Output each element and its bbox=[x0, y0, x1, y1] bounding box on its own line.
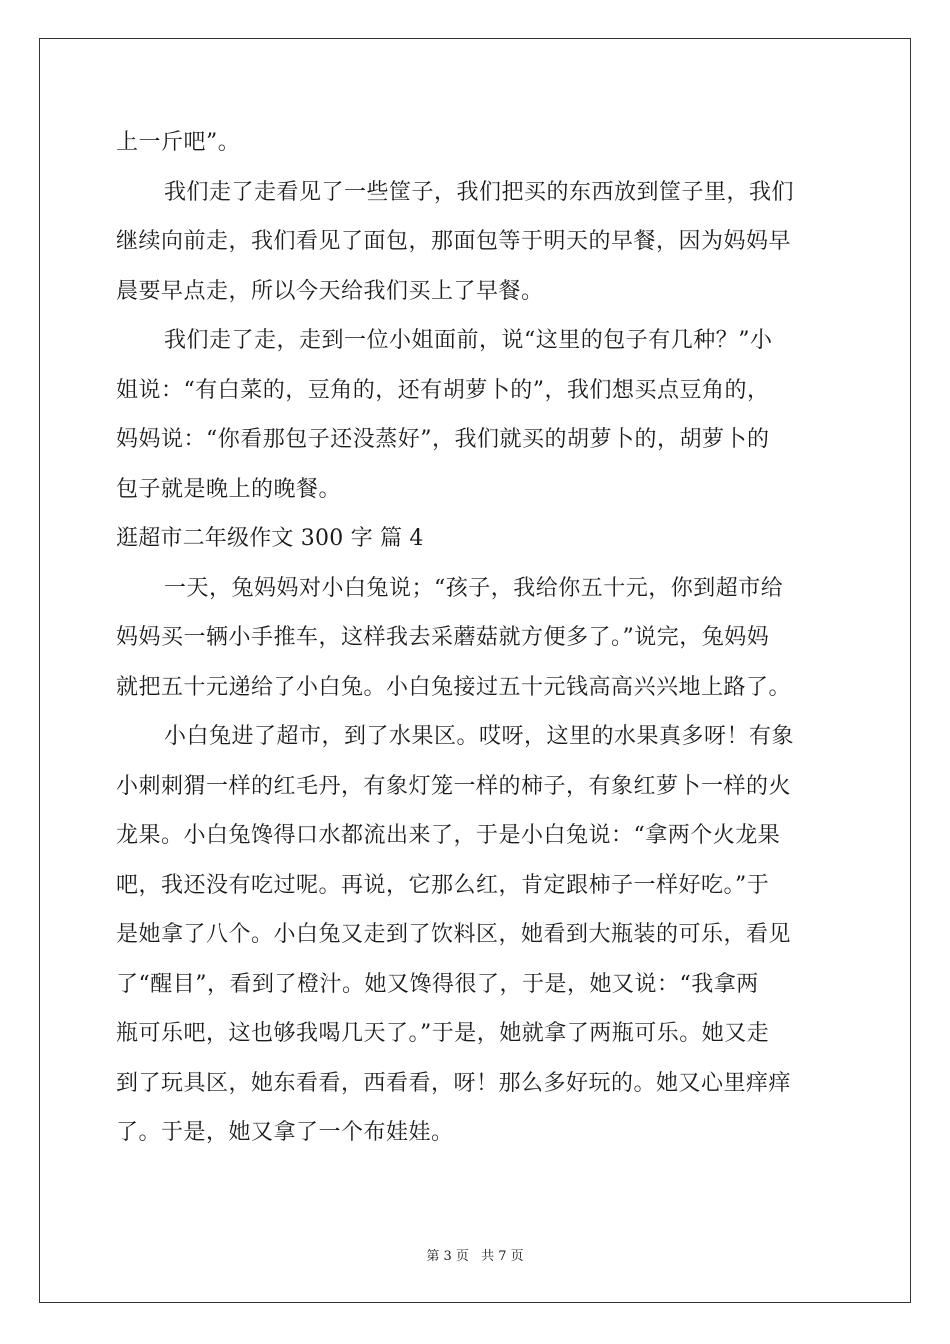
text-line: 我们走了走看见了一些筐子，我们把买的东西放到筐子里，我们 bbox=[164, 179, 795, 205]
text-line: 妈妈买一辆小手推车，这样我去采蘑菇就方便多了。”说完，兔妈妈 bbox=[116, 625, 770, 650]
text-line: 一天，兔妈妈对小白兔说；“孩子，我给你五十元，你到超市给 bbox=[164, 575, 784, 601]
text-line: 继续向前走，我们看见了面包，那面包等于明天的早餐，因为妈妈早 bbox=[116, 229, 792, 254]
section-heading: 逛超市二年级作文 300 字 篇 4 bbox=[116, 526, 424, 551]
text-line: 了“醒目”，看到了橙汁。她又馋得很了，于是，她又说：“我拿两 bbox=[116, 971, 759, 997]
text-line: 小刺刺猬一样的红毛丹，有象灯笼一样的柿子，有象红萝卜一样的火 bbox=[116, 773, 792, 799]
text-line: 到了玩具区，她东看看，西看看，呀！那么多好玩的。她又心里痒痒 bbox=[116, 1070, 792, 1096]
document-body bbox=[116, 130, 836, 1170]
text-line: 瓶可乐吧，这也够我喝几天了。”于是，她就拿了两瓶可乐。她又走 bbox=[116, 1021, 770, 1046]
text-line: 包子就是晚上的晚餐。 bbox=[116, 476, 342, 502]
text-line: 吧，我还没有吃过呢。再说，它那么红，肯定跟柿子一样好吃。”于 bbox=[116, 872, 770, 898]
text-line: 就把五十元递给了小白兔。小白兔接过五十元钱高高兴兴地上路了。 bbox=[116, 674, 792, 700]
text-line: 晨要早点走，所以今天给我们买上了早餐。 bbox=[116, 278, 544, 304]
text-line: 是她拿了八个。小白兔又走到了饮料区，她看到大瓶装的可乐，看见 bbox=[116, 922, 792, 947]
page-total: 共 7 页 bbox=[481, 1249, 524, 1264]
page-number: 第 3 页 bbox=[426, 1249, 469, 1264]
text-line: 了。于是，她又拿了一个布娃娃。 bbox=[116, 1120, 454, 1145]
page-footer bbox=[0, 1249, 950, 1265]
text-line: 小白兔进了超市，到了水果区。哎呀，这里的水果真多呀！有象 bbox=[164, 724, 795, 749]
text-line: 姐说：“有白菜的，豆角的，还有胡萝卜的”，我们想买点豆角的， bbox=[116, 377, 770, 403]
text-line: 我们走了走，走到一位小姐面前，说“这里的包子有几种？”小 bbox=[164, 328, 773, 353]
text-line: 妈妈说：“你看那包子还没蒸好”，我们就买的胡萝卜的，胡萝卜的 bbox=[116, 427, 770, 452]
text-line: 上一斤吧”。 bbox=[116, 130, 241, 155]
text-line: 龙果。小白兔馋得口水都流出来了，于是小白兔说：“拿两个火龙果 bbox=[116, 823, 781, 848]
